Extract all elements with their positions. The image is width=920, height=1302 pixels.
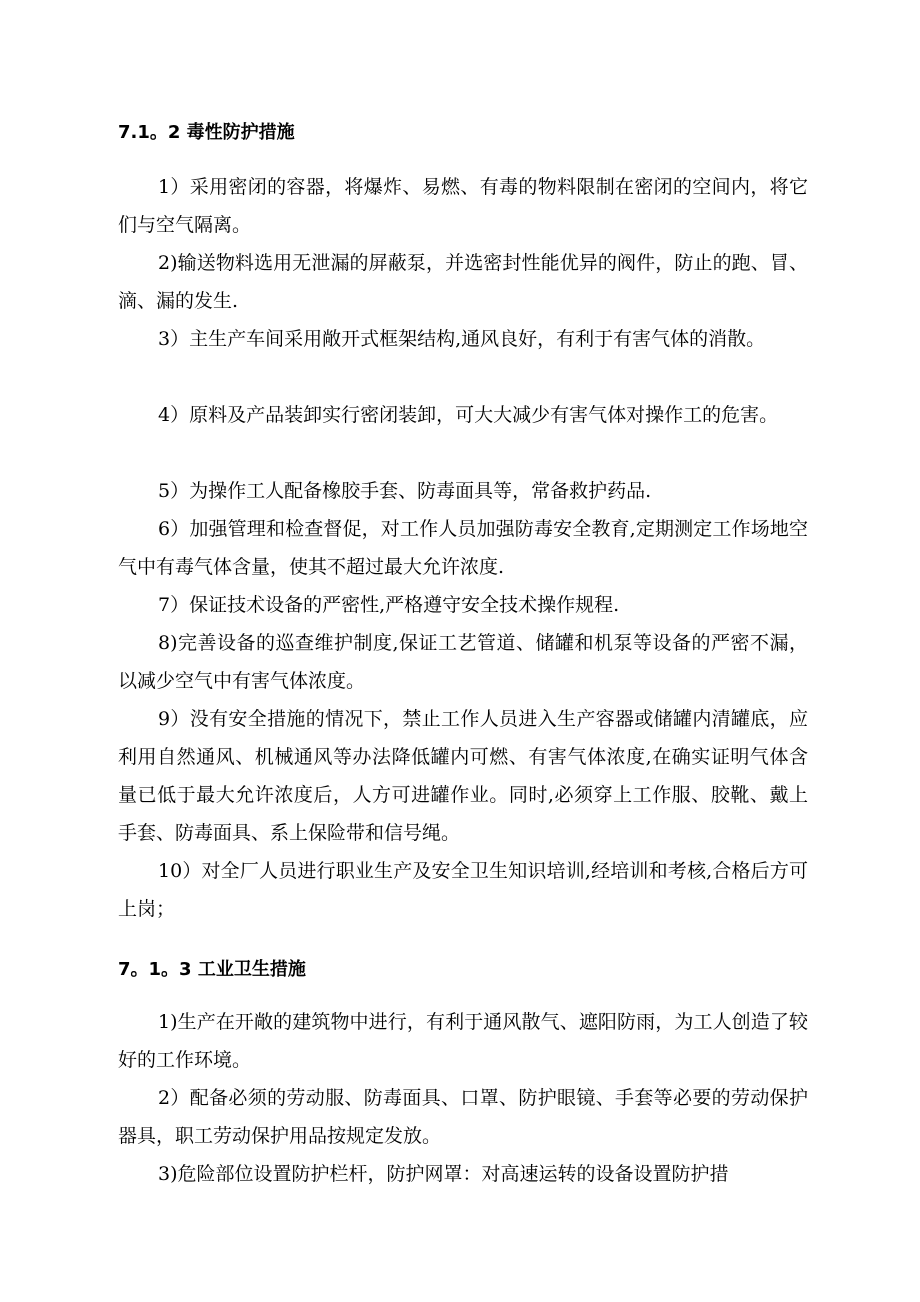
paragraph-item-10: 10）对全厂人员进行职业生产及安全卫生知识培训,经培训和考核,合格后方可上岗； bbox=[118, 860, 808, 920]
paragraph-item-1: 1）采用密闭的容器，将爆炸、易燃、有毒的物料限制在密闭的空间内，将它们与空气隔离。 bbox=[118, 176, 808, 236]
section-heading-industrial-hygiene: 7。1。3 工业卫生措施 bbox=[118, 959, 306, 980]
paragraph-item-4: 4）原料及产品装卸实行密闭装卸，可大大减少有害气体对操作工的危害。 bbox=[158, 404, 779, 426]
paragraph-item-7: 7）保证技术设备的严密性,严格遵守安全技术操作规程. bbox=[158, 594, 620, 616]
paragraph-hygiene-item-2: 2）配备必须的劳动服、防毒面具、口罩、防护眼镜、手套等必要的劳动保护器具，职工劳动保护用品按规定发放。 bbox=[118, 1087, 808, 1147]
section-heading-toxicity-protection: 7.1。2 毒性防护措施 bbox=[118, 122, 295, 143]
paragraph-item-3: 3）主生产车间采用敞开式框架结构,通风良好，有利于有害气体的消散。 bbox=[158, 328, 766, 350]
paragraph-item-5: 5）为操作工人配备橡胶手套、防毒面具等，常备救护药品. bbox=[158, 480, 652, 502]
paragraph-hygiene-item-3: 3)危险部位设置防护栏杆，防护网罩：对高速运转的设备设置防护措 bbox=[158, 1163, 729, 1185]
paragraph-item-8: 8)完善设备的巡查维护制度,保证工艺管道、储罐和机泵等设备的严密不漏，以减少空气中有害气体浓度。 bbox=[118, 632, 808, 692]
paragraph-hygiene-item-1: 1)生产在开敞的建筑物中进行，有利于通风散气、遮阳防雨，为工人创造了较好的工作环境。 bbox=[118, 1011, 808, 1071]
paragraph-item-9: 9）没有安全措施的情况下，禁止工作人员进入生产容器或储罐内清罐底，应利用自然通风、机械通风等办法降低罐内可燃、有害气体浓度,在确实证明气体含量已低于最大允许浓度后，人方可进罐作业。同时,必须穿上工作服、胶靴、戴上手套、防毒面具、系上保险带和信号绳。 bbox=[118, 708, 808, 844]
paragraph-item-6: 6）加强管理和检查督促，对工作人员加强防毒安全教育,定期测定工作场地空气中有毒气体含量，使其不超过最大允许浓度. bbox=[118, 518, 808, 578]
paragraph-item-2: 2)输送物料选用无泄漏的屏蔽泵，并选密封性能优异的阀件，防止的跑、冒、滴、漏的发生. bbox=[118, 252, 808, 312]
